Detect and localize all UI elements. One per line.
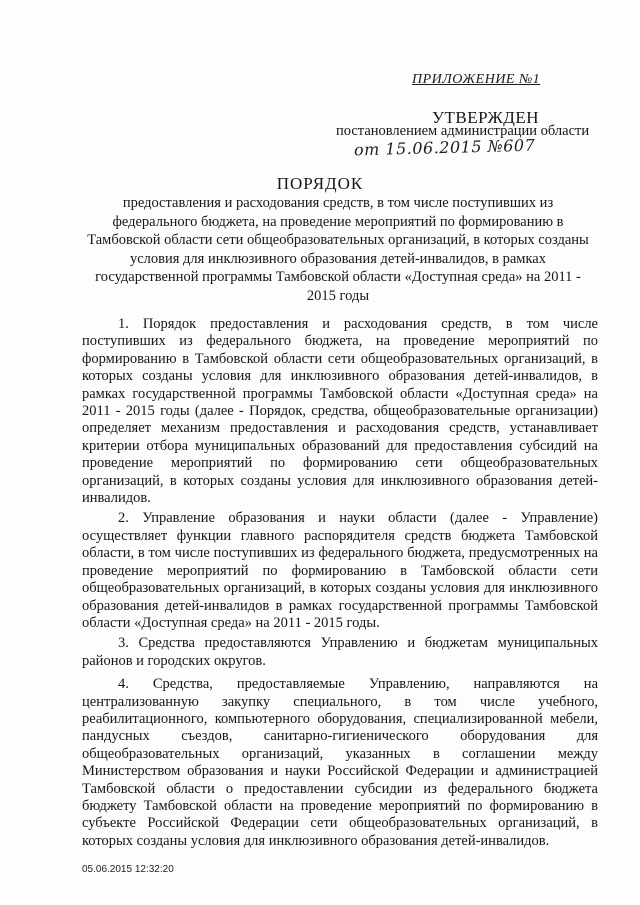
document-subtitle: предоставления и расходования средств, в том числе поступивших из федерального бюджета, на проведение мероприятий по формированию в Тамбовской области сети общеобразовательных организаций, в которых созданы условия для инклюзивного образования детей-инвалидов, в рамках государственной программы Тамбовской области «Доступная среда» на 2011 - 2015 годы (87, 195, 589, 304)
paragraph-3: 3. Средства предоставляются Управлению и бюджетам муниципальных районов и городских округов. (82, 635, 598, 669)
paragraph-1: 1. Порядок предоставления и расходования средств, в том числе поступивших из федерального бюджета, на проведение мероприятий по формированию в Тамбовской области сети общеобразовательных организаций, в которых созданы условия для инклюзивного образования детей-инвалидов, в рамках государственной программы Тамбовской области «Доступная среда» на 2011 - 2015 годы (далее - Порядок, средства, общеобразовательные организации) определяет механизм предоставления и расходования средств, устанавливает критерии отбора муниципальных образований для предоставления субсидий на проведение мероприятий по формированию сети общеобразовательных организаций, в которых созданы условия для инклюзивного образования детей-инвалидов. (82, 316, 598, 507)
annex-label: ПРИЛОЖЕНИЕ №1 (412, 72, 541, 87)
document-title: ПОРЯДОК (276, 174, 364, 193)
print-timestamp: 05.06.2015 12:32:20 (82, 864, 174, 875)
paragraph-4: 4. Средства, предоставляемые Управлению, направляются на централизованную закупку специального, в том числе учебного, реабилитационного, компьютерного оборудования, специализированной мебели, пандусных съездов, санитарно-гигиенического оборудования для общеобразовательных организаций, указанных в соглашении между Министерством образования и науки Российской Федерации и администрацией Тамбовской области о предоставлении субсидии из федерального бюджета бюджету Тамбовской области на проведение мероприятий по формированию в субъекте Российской Федерации сети общеобразовательных организаций, в которых созданы условия для инклюзивного образования детей-инвалидов. (82, 676, 598, 849)
document-body (82, 316, 598, 853)
approved-by-line: постановлением администрации области (336, 123, 590, 139)
approved-heading: УТВЕРЖДЕН (432, 108, 539, 127)
handwritten-date-number: от 15.06.2015 №607 (353, 135, 536, 160)
paragraph-2: 2. Управление образования и науки области (далее - Управление) осуществляет функции главного распорядителя средств бюджета Тамбовской области, в том числе поступивших из федерального бюджета, предусмотренных на проведение мероприятий по формированию в Тамбовской области сети общеобразовательных организаций, в которых созданы условия для инклюзивного образования детей-инвалидов в рамках государственной программы Тамбовской области «Доступная среда» на 2011 - 2015 годы. (82, 510, 598, 631)
